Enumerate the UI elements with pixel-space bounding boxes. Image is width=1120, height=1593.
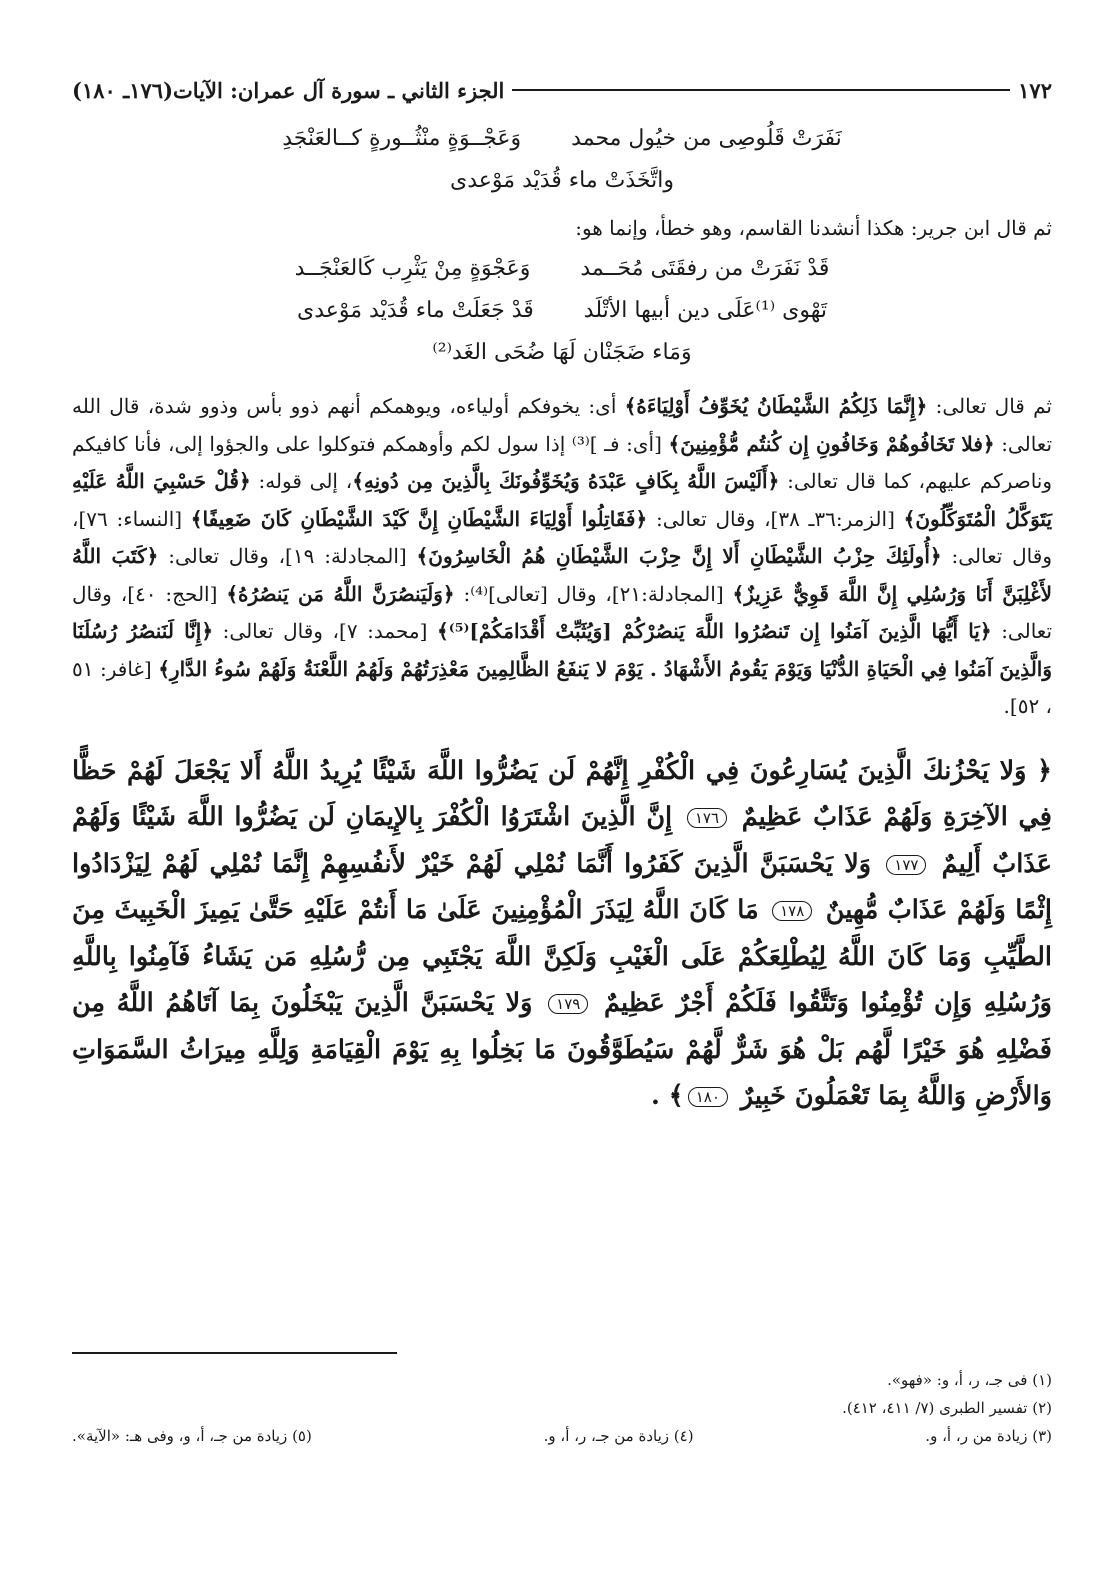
text-run: [الزمر:٣٦ـ ٣٨]، وقال تعالى: <box>647 506 904 531</box>
text-run: [النساء: ٧٦]، وقال تعالى: <box>72 506 1052 568</box>
hemistich: قَدْ جَعَلَتْ ماء قُدَيْد مَوْعدى <box>297 298 534 323</box>
hemistich: نَفَرَتْ قَلُوصِى من خيُول محمد <box>571 126 842 151</box>
commentary-paragraph <box>72 388 1052 726</box>
quran-quote: ﴿يَا أَيُّهَا الَّذِينَ آمَنُوا إِن تَنصُرُوا اللَّهَ يَنصُرْكُمْ [وَيُثَبِّتْ أَقْدَامَكُمْ]⁽⁵⁾﴾ <box>437 619 992 643</box>
quran-quote: ﴿أُولَئِكَ حِزْبُ الشَّيْطَانِ أَلا إِنَّ حِزْبَ الشَّيْطَانِ هُمُ الْخَاسِرُونَ﴾ <box>416 544 942 568</box>
text-run: [محمد: ٧]، وقال تعالى: <box>213 619 437 643</box>
ibn-jarir-note: ثم قال ابن جرير: هكذا أنشدنا القاسم، وهو خطأ، وإنما هو: <box>575 216 1052 240</box>
poem-verse <box>72 118 1052 160</box>
ayah-number-marker: ١٨٠ <box>688 1087 728 1107</box>
hemistich: تَهْوى ⁽¹⁾عَلَى دين أبيها الأتْلَد <box>583 298 827 323</box>
footnote: (٤) زيادة من جـ، ر، أ، و. <box>543 1427 694 1445</box>
hemistich: وَعَجْوَةٍ مِنْ يَثْرِب كَالعَنْجَــد <box>294 256 531 281</box>
running-header <box>72 70 1052 110</box>
poem-verse <box>72 248 1052 290</box>
text-run: [أى: فـ ]⁽³⁾ إذا سول لكم وأوهمكم فتوكلوا على والجؤوا إلى، فأنا كافيكم وناصركم عليهم، كما قال تعالى: <box>72 431 1053 493</box>
header-title: الجزء الثاني ـ سورة آل عمران: الآيات(١٧٦ـ ١٨٠) <box>72 77 505 103</box>
poem-verse: واتَّخَذَتْ ماء قُدَيْد مَوْعدى <box>450 168 674 193</box>
quran-quote: ﴿إِنَّمَا ذَلِكُمُ الشَّيْطَانُ يُخَوِّفُ أَوْلِيَاءَهُ﴾ <box>624 394 928 418</box>
ornate-bracket: ﴾ . <box>651 1081 684 1111</box>
ayah-text: وَلا يَحْزُنكَ الَّذِينَ يُسَارِعُونَ فِي الْكُفْرِ إِنَّهُمْ لَن يَضُرُّوا اللَّهَ شَيْئًا يُرِيدُ اللَّهُ أَلا يَجْعَلَ لَهُمْ حَظًّا فِي الآخِرَةِ وَلَهُمْ عَذَابٌ عَظِيمٌ <box>72 755 1052 832</box>
quran-quote: ﴿وَلَيَنصُرَنَّ اللَّهُ مَن يَنصُرُهُ﴾ <box>226 581 455 606</box>
footnote: (٣) زيادة من ر، أ، و. <box>925 1427 1052 1445</box>
poem-verse: وَمَاء ضَجَنْان لَهَا ضُحَى الغَد⁽²⁾ <box>432 340 692 365</box>
quran-quote: ﴿إِنَّا لَنَنصُرُ رُسُلَنَا وَالَّذِينَ آمَنُوا فِي الْحَيَاةِ الدُّنْيَا وَيَوْمَ يَقُومُ الأَشْهَادُ . يَوْمَ لا يَنفَعُ الظَّالِمِينَ مَعْذِرَتُهُمْ وَلَهُمُ اللَّعْنَةُ وَلَهُمْ سُوءُ الدَّارِ﴾ <box>72 619 1052 681</box>
text-run: [المجادلة: ١٩]، وقال تعالى: <box>158 544 417 568</box>
footnote-row <box>72 1422 1052 1450</box>
ornate-bracket: ﴿ <box>1037 755 1052 786</box>
page-number: ١٧٢ <box>1018 77 1052 103</box>
quran-quote: ﴿كَتَبَ اللَّهُ لأَغْلِبَنَّ أَنَا وَرُسُلِي إِنَّ اللَّهَ قَوِيٌّ عَزِيزٌ﴾ <box>72 544 1053 606</box>
text-run: ثم قال تعالى: <box>927 394 1052 418</box>
quran-quote: ﴿فَقَاتِلُوا أَوْلِيَاءَ الشَّيْطَانِ إِنَّ كَيْدَ الشَّيْطَانِ كَانَ ضَعِيفًا﴾ <box>190 506 648 531</box>
quran-verses-block <box>72 748 1052 1120</box>
text-run: [غافر: ٥١ ، ٥٢]. <box>72 656 1052 718</box>
text-run: أى: يخوفكم أولياءه، ويوهمكم أنهم ذوو بأس وذوو شدة، قال الله تعالى: <box>72 394 1053 456</box>
ayah-text: مَا كَانَ اللَّهُ لِيَذَرَ الْمُؤْمِنِينَ عَلَىٰ مَا أَنتُمْ عَلَيْهِ حَتَّىٰ يَمِيزَ الْخَبِيثَ مِنَ الطَّيِّبِ وَمَا كَانَ اللَّهُ لِيُطْلِعَكُمْ عَلَى الْغَيْبِ وَلَكِنَّ اللَّهَ يَجْتَبِي مِن رُّسُلِهِ مَن يَشَاءُ فَآمِنُوا بِاللَّهِ وَرُسُلِهِ وَإِن تُؤْمِنُوا وَتَتَّقُوا فَلَكُمْ أَجْرٌ عَظِيمٌ <box>72 895 1052 1018</box>
text-run: [الحج: ٤٠]، وقال تعالى: <box>72 581 1053 643</box>
header-rule <box>512 89 1010 91</box>
quran-quote: ﴿فلا تَخَافُوهُمْ وَخَافُونِ إِن كُنتُم مُّؤْمِنِينَ﴾ <box>668 431 995 456</box>
ayah-text: إِنَّ الَّذِينَ اشْتَرَوُا الْكُفْرَ بِالإِيمَانِ لَن يَضُرُّوا اللَّهَ شَيْئًا وَلَهُمْ عَذَابٌ أَلِيمٌ <box>72 802 1052 879</box>
quran-quote: ﴿أَلَيْسَ اللَّهُ بِكَافٍ عَبْدَهُ وَيُخَوِّفُونَكَ بِالَّذِينَ مِن دُونِهِ﴾ <box>352 469 780 493</box>
hemistich: وَعَجْــوَةٍ منْثُــورةٍ كــالعَنْجَدِ <box>282 126 522 151</box>
poem-verse <box>72 290 1052 332</box>
poem-corrected-version <box>72 248 1052 374</box>
ayah-text: وَلا يَحْسَبَنَّ الَّذِينَ كَفَرُوا أَنَّمَا نُمْلِي لَهُمْ خَيْرٌ لأَنفُسِهِمْ إِنَّمَا نُمْلِي لَهُمْ لِيَزْدَادُوا إِثْمًا وَلَهُمْ عَذَابٌ مُّهِينٌ <box>72 848 1052 925</box>
text-run: [المجادلة:٢١]، وقال [تعالى]⁽⁴⁾: <box>454 581 733 606</box>
footnotes <box>72 1366 1052 1450</box>
ayah-number-marker: ١٧٨ <box>772 901 812 921</box>
footnote: (٥) زيادة من جـ، أ، و، وفى هـ: «الآية». <box>72 1427 312 1445</box>
ayah-number-marker: ١٧٧ <box>886 855 926 875</box>
ayah-text: وَلا يَحْسَبَنَّ الَّذِينَ يَبْخَلُونَ بِمَا آتَاهُمُ اللَّهُ مِن فَضْلِهِ هُوَ خَيْرًا لَّهُم بَلْ هُوَ شَرٌّ لَّهُمْ سَيُطَوَّقُونَ مَا بَخِلُوا بِهِ يَوْمَ الْقِيَامَةِ وَلِلَّهِ مِيرَاثُ السَّمَوَاتِ وَالأَرْضِ وَاللَّهُ بِمَا تَعْمَلُونَ خَبِيرٌ <box>72 988 1052 1111</box>
ayah-number-marker: ١٧٩ <box>548 994 588 1014</box>
footnote-rule <box>72 1352 397 1354</box>
footnote: (٢) تفسير الطبرى (٧/ ٤١١، ٤١٢). <box>842 1399 1052 1417</box>
page-body <box>72 70 1052 1145</box>
ayah-number-marker: ١٧٦ <box>687 808 727 828</box>
footnote: (١) فى جـ، ر، أ، و: «فهو». <box>887 1371 1052 1389</box>
text-run: ، إلى قوله: <box>250 469 353 493</box>
hemistich: قَدْ نَفَرَتْ من رفقَتَى مُحَــمد <box>580 256 830 281</box>
poem-first-version <box>72 118 1052 202</box>
quran-quote: ﴿قُلْ حَسْبِيَ اللَّهُ عَلَيْهِ يَتَوَكَّلُ الْمُتَوَكِّلُونَ﴾ <box>72 469 1053 531</box>
